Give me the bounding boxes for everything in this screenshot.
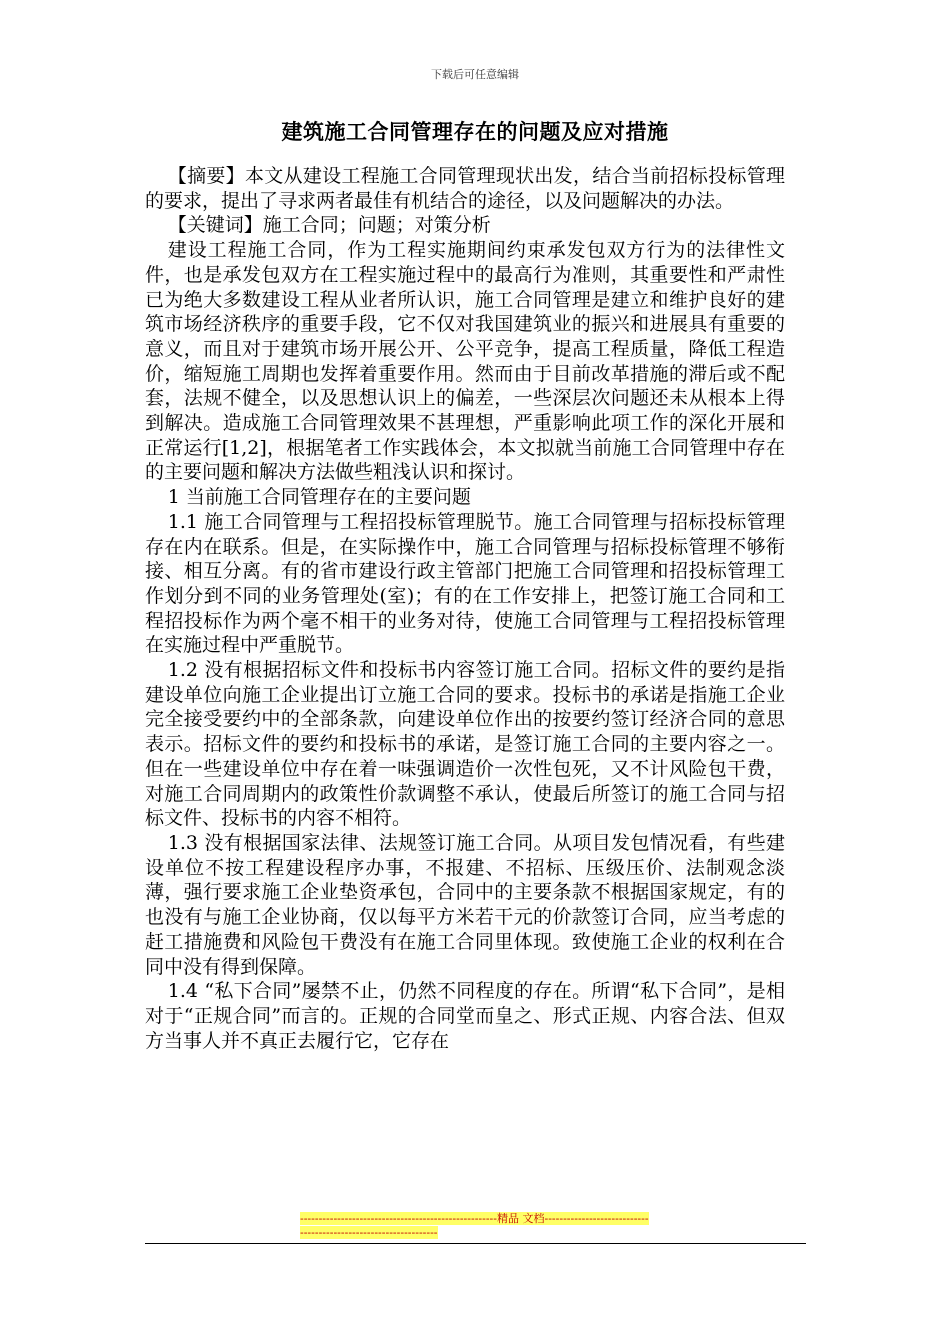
header-note: 下载后可任意编辑	[431, 68, 519, 81]
intro-paragraph: 建设工程施工合同，作为工程实施期间约束承发包双方行为的法律性文件，也是承发包双方在工程实施过程中的最高行为准则，其重要性和严肃性已为绝大多数建设工程从业者所认识，施工合同管理是建立和维护良好的建筑市场经济秩序的重要手段，它不仅对我国建筑业的振兴和进展具有重要的意义，而且对于建筑市场开展公开、公平竞争，提高工程质量，降低工程造价，缩短施工周期也发挥着重要作用。然而由于目前改革措施的滞后或不配套，法规不健全，以及思想认识上的偏差，一些深层次问题还未从根本上得到解决。造成施工合同管理效果不甚理想，严重影响此项工作的深化开展和正常运行[1,2]，根据笔者工作实践体会，本文拟就当前施工合同管理中存在的主要问题和解决方法做些粗浅认识和探讨。	[145, 239, 785, 484]
section-1-4-paragraph: 1.4 “私下合同”屡禁不止，仍然不同程度的存在。所谓“私下合同”，是相对于“正规合同”而言的。正规的合同堂而皇之、形式正规、内容合法、但双方当事人并不真正去履行它，它存在	[145, 980, 785, 1052]
document-body	[145, 164, 785, 1053]
section-1-1-paragraph: 1.1 施工合同管理与工程招投标管理脱节。施工合同管理与招标投标管理存在内在联系。但是，在实际操作中，施工合同管理与招标投标管理不够衔接、相互分离。有的省市建设行政主管部门把施工合同管理和招投标管理工作划分到不同的业务管理处(室)；有的在工作安排上，把签订施工合同和工程招投标作为两个毫不相干的业务对待，使施工合同管理与工程招投标管理在实施过程中严重脱节。	[145, 510, 785, 657]
footer-marker-text: -----------------------------------------------------精品 文档-----------------------------------------------------------------	[300, 1212, 649, 1239]
footer-divider	[145, 1243, 806, 1244]
section-1-2-paragraph: 1.2 没有根据招标文件和投标书内容签订施工合同。招标文件的要约是指建设单位向施工企业提出订立施工合同的要求。投标书的承诺是指施工企业完全接受要约中的全部条款，向建设单位作出的按要约签订经济合同的意思表示。招标文件的要约和投标书的承诺，是签订施工合同的主要内容之一。但在一些建设单位中存在着一味强调造价一次性包死，又不计风险包干费，对施工合同周期内的政策性价款调整不承认，使最后所签订的施工合同与招标文件、投标书的内容不相符。	[145, 659, 785, 830]
keywords-paragraph: 【关键词】施工合同；问题；对策分析	[167, 214, 491, 237]
section-1-3-paragraph: 1.3 没有根据国家法律、法规签订施工合同。从项目发包情况看，有些建设单位不按工程建设程序办事，不报建、不招标、压级压价、法制观念淡薄，强行要求施工企业垫资承包，合同中的主要条款不根据国家规定，有的也没有与施工企业协商，仅以每平方米若干元的价款签订合同，应当考虑的赶工措施费和风险包干费没有在施工合同里体现。致使施工企业的权利在合同中没有得到保障。	[145, 831, 785, 978]
document-title: 建筑施工合同管理存在的问题及应对措施	[281, 119, 669, 144]
section-heading-1: 1 当前施工合同管理存在的主要问题	[167, 486, 471, 509]
footer-marker	[300, 1212, 650, 1240]
abstract-paragraph: 【摘要】本文从建设工程施工合同管理现状出发，结合当前招标投标管理的要求，提出了寻求两者最佳有机结合的途径，以及问题解决的办法。	[145, 165, 785, 212]
